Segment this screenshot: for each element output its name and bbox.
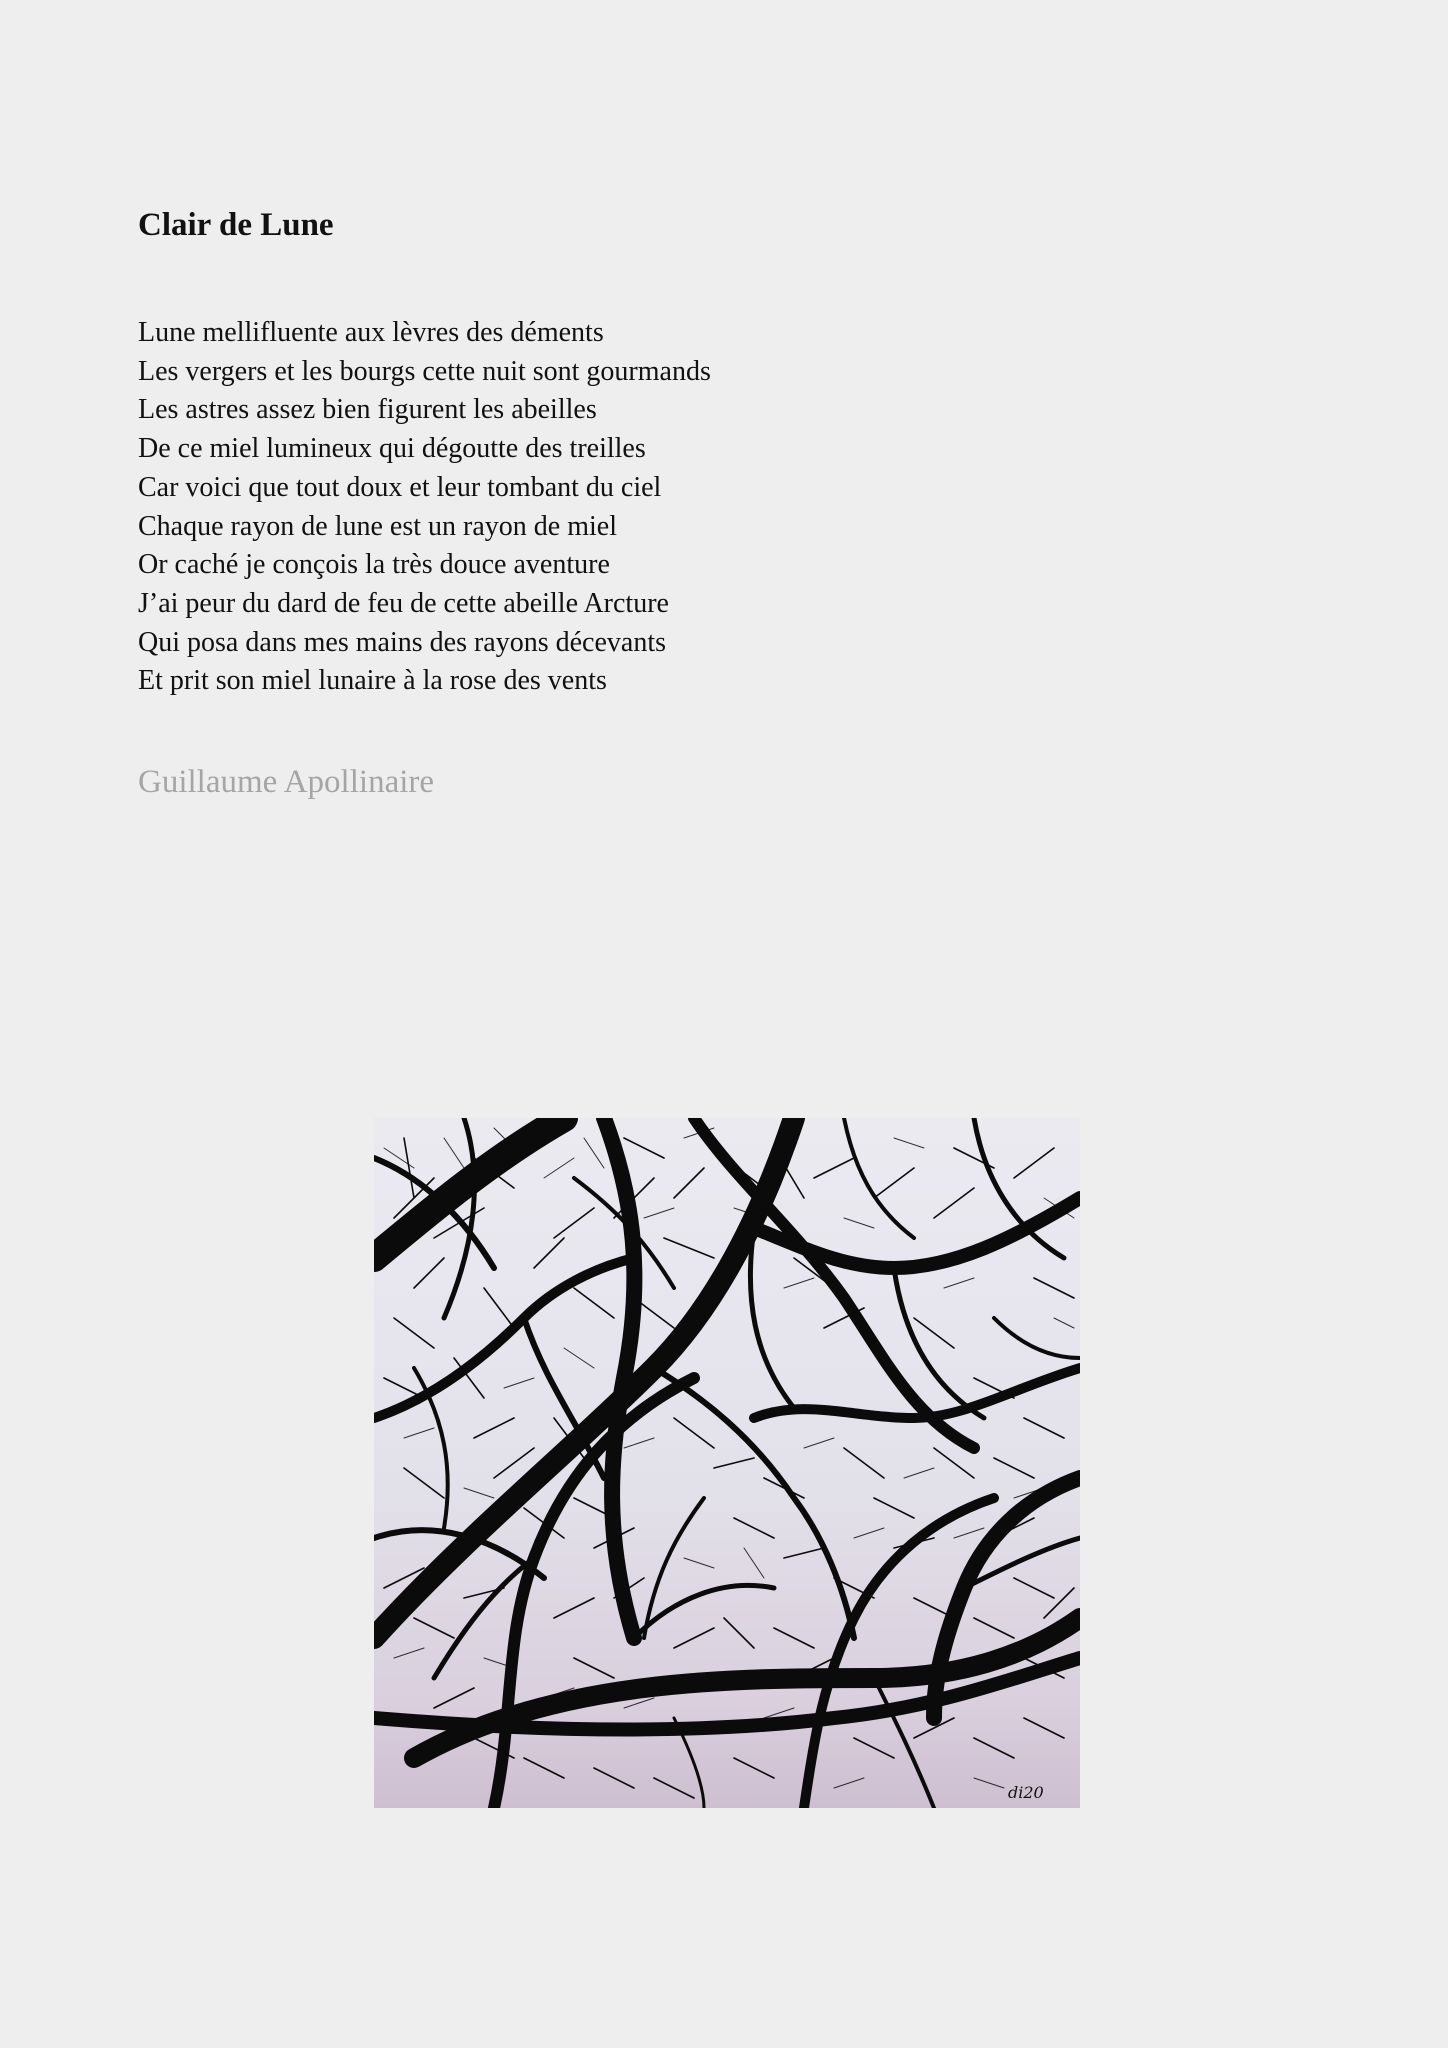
poem-title: Clair de Lune	[138, 207, 334, 243]
poem-line: Et prit son miel lunaire à la rose des vents	[138, 665, 607, 697]
tree-branches-photo	[374, 1118, 1080, 1808]
poem-line: Or caché je conçois la très douce aventure	[138, 549, 610, 581]
poem-stanza	[138, 314, 711, 701]
poem-line: Chaque rayon de lune est un rayon de miel	[138, 510, 617, 542]
poem-author: Guillaume Apollinaire	[138, 764, 435, 800]
photo-sky	[374, 1118, 1080, 1808]
poem-line: Qui posa dans mes mains des rayons décevants	[138, 626, 666, 658]
poem-line: Les astres assez bien figurent les abeilles	[138, 394, 597, 426]
poem-line: Lune mellifluente aux lèvres des déments	[138, 317, 604, 348]
poem-line: Les vergers et les bourgs cette nuit sont gourmands	[138, 355, 711, 387]
poem-line: De ce miel lumineux qui dégoutte des treilles	[138, 433, 646, 465]
poem-line: J’ai peur du dard de feu de cette abeille Arcture	[138, 587, 669, 619]
poem-line: Car voici que tout doux et leur tombant du ciel	[138, 471, 662, 503]
photo-signature: di20	[1008, 1783, 1044, 1802]
